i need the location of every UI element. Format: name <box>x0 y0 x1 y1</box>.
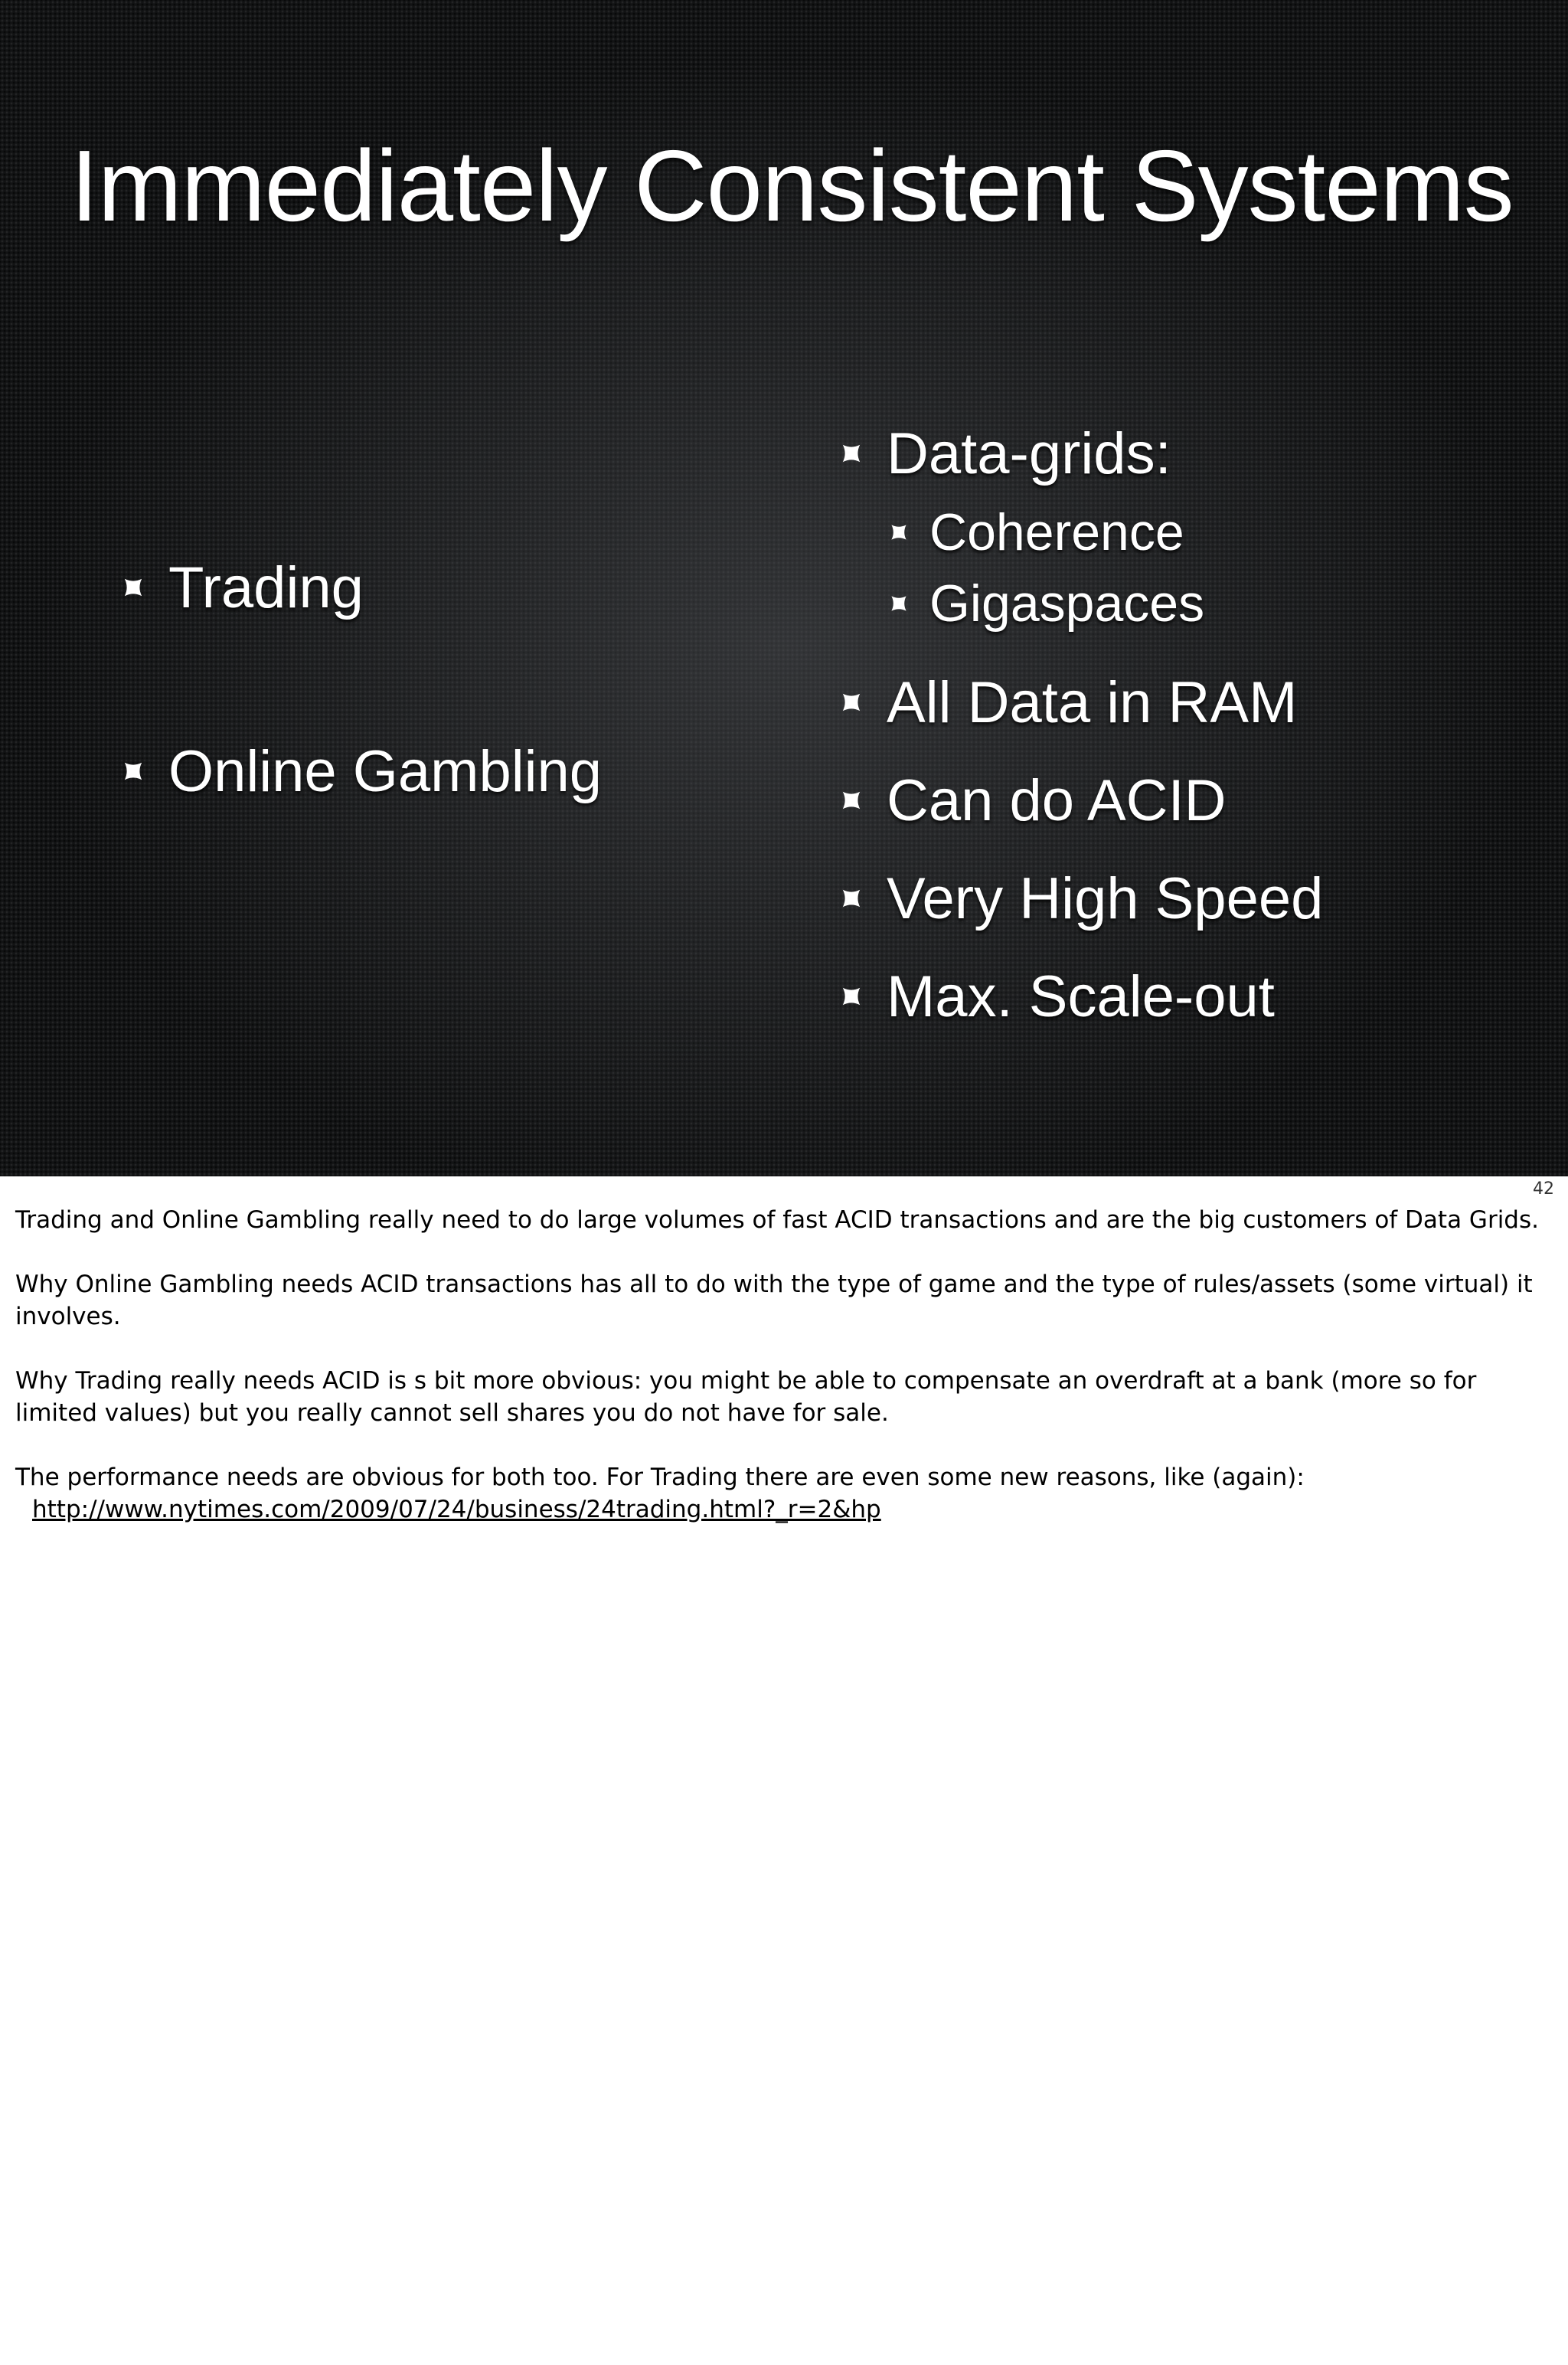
bullet-label: Coherence <box>929 503 1184 561</box>
bullet-trading <box>122 553 364 622</box>
bullet-label: All Data in RAM <box>887 669 1298 735</box>
asterisk-bullet-icon <box>122 761 144 782</box>
asterisk-bullet-icon <box>890 523 908 541</box>
asterisk-bullet-icon <box>841 692 862 713</box>
bullet-label: Gigaspaces <box>929 574 1205 633</box>
notes-paragraph: Trading and Online Gambling really need to do large volumes of fast ACID transactions and are the big customers of Data Grids. <box>15 1206 1539 1234</box>
asterisk-bullet-icon <box>841 790 862 811</box>
bullet-label: Very High Speed <box>887 865 1324 931</box>
slide <box>0 0 1568 1176</box>
asterisk-bullet-icon <box>890 594 908 613</box>
bullet-all-data-in-ram <box>841 668 1297 737</box>
asterisk-bullet-icon <box>841 443 862 464</box>
speaker-notes <box>15 1204 1547 1526</box>
bullet-very-high-speed <box>841 864 1323 933</box>
notes-paragraph: The performance needs are obvious for both too. For Trading there are even some new reasons, like (again): <box>15 1464 1305 1491</box>
bullet-max-scale-out <box>841 962 1275 1031</box>
bullet-online-gambling <box>122 737 602 806</box>
sub-bullet-coherence <box>890 502 1184 563</box>
bullet-label: Data-grids: <box>887 420 1171 486</box>
sub-bullet-gigaspaces <box>890 573 1204 634</box>
bullet-can-do-acid <box>841 766 1227 835</box>
notes-paragraph: Why Trading really needs ACID is s bit more obvious: you might be able to compensate an overdraft at a bank (more so for limited values) but you really cannot sell shares you do not have for sale. <box>15 1367 1477 1427</box>
bullet-label: Online Gambling <box>168 738 603 804</box>
page-number: 42 <box>1533 1179 1554 1199</box>
slide-title: Immediately Consistent Systems <box>70 129 1514 242</box>
asterisk-bullet-icon <box>841 888 862 909</box>
asterisk-bullet-icon <box>122 577 144 598</box>
notes-link[interactable]: http://www.nytimes.com/2009/07/24/business/24trading.html?_r=2&hp <box>32 1496 881 1523</box>
bullet-label: Trading <box>168 554 364 620</box>
bullet-label: Max. Scale-out <box>887 963 1275 1029</box>
asterisk-bullet-icon <box>841 986 862 1007</box>
bullet-label: Can do ACID <box>887 767 1227 833</box>
notes-paragraph: Why Online Gambling needs ACID transactions has all to do with the type of game and the type of rules/assets (some virtual) it involves. <box>15 1271 1533 1330</box>
bullet-data-grids <box>841 419 1171 488</box>
